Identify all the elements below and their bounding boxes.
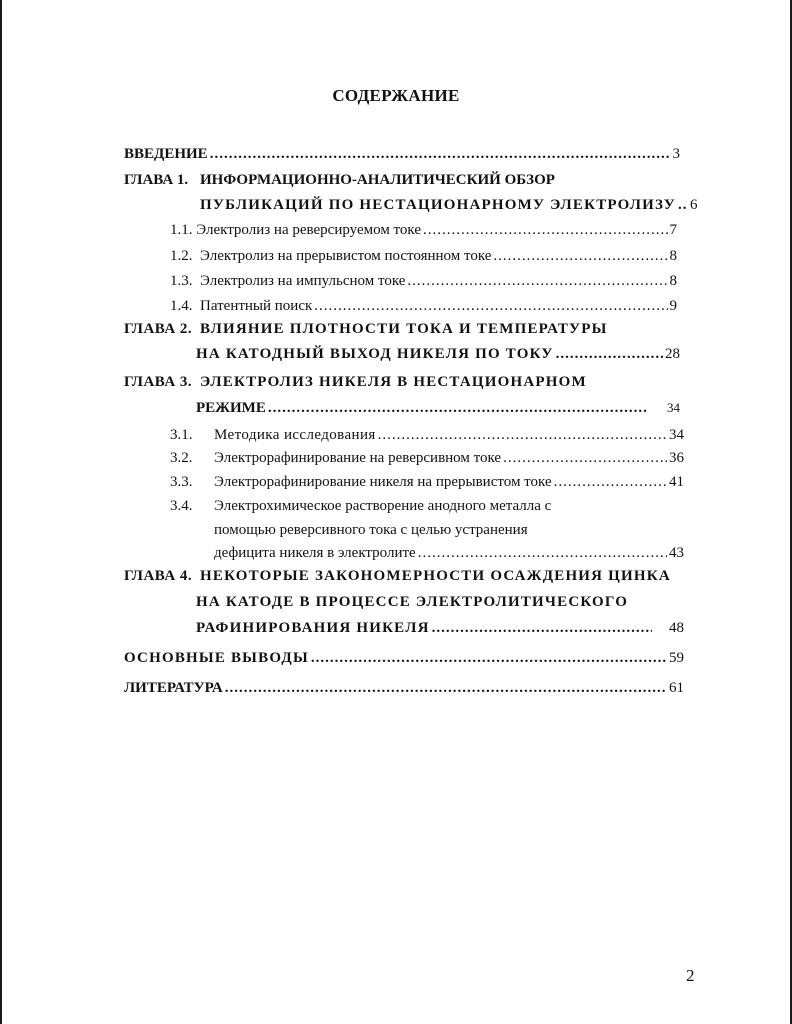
leader-dots [225, 678, 667, 698]
toc-page-number: 28 [665, 346, 680, 362]
toc-page-number: 7 [669, 222, 677, 238]
toc-entry-section-3-2[interactable] [170, 448, 684, 468]
chapter-title-line: НА КАТОДЕ В ПРОЦЕССЕ ЭЛЕКТРОЛИТИЧЕСКОГО [196, 594, 629, 610]
toc-page-number: 8 [669, 248, 677, 264]
leader-dots [423, 220, 668, 240]
leader-dots [554, 472, 667, 492]
toc-entry-section-3-4[interactable] [170, 496, 551, 516]
leader-dots [210, 144, 671, 164]
toc-entry-label: ОСНОВНЫЕ ВЫВОДЫ [124, 650, 309, 666]
toc-page-number: 43 [669, 545, 684, 561]
toc-entry-section-1-1[interactable] [170, 220, 677, 240]
toc-entry-label: ЛИТЕРАТУРА [124, 680, 223, 696]
toc-entry-section-3-1[interactable] [170, 425, 684, 445]
chapter-title-line: НЕКОТОРЫЕ ЗАКОНОМЕРНОСТИ ОСАЖДЕНИЯ ЦИНКА [200, 568, 671, 584]
page-edge-left [0, 0, 2, 1024]
chapter-label: ГЛАВА 4. [124, 568, 193, 584]
leader-dots [503, 448, 667, 468]
toc-page-number: 8 [669, 273, 677, 289]
leader-dots [314, 296, 667, 316]
chapter-label: ГЛАВА 1. [124, 172, 189, 188]
chapter-title-line: РЕЖИМЕ [196, 400, 266, 416]
toc-page-number: 61 [669, 680, 684, 696]
section-number: 1.1. [170, 222, 193, 238]
toc-page-number: 41 [669, 474, 684, 490]
leader-dots [556, 344, 663, 364]
toc-entry-literature[interactable] [124, 678, 684, 698]
chapter-4-heading-line-2 [196, 592, 628, 612]
toc-entry-chapter-2[interactable] [196, 344, 680, 364]
section-3-4-continuation [214, 520, 528, 540]
section-title: Методика исследования [214, 427, 376, 443]
section-title: Электрорафинирование на реверсивном токе [214, 450, 502, 466]
page-number: 2 [686, 966, 695, 985]
section-title: Электролиз на прерывистом постоянном токе [200, 248, 492, 264]
toc-page-number: 34 [669, 427, 684, 443]
toc-page-number: 34 [667, 400, 680, 415]
chapter-title-line: НА КАТОДНЫЙ ВЫХОД НИКЕЛЯ ПО ТОКУ [196, 346, 554, 362]
leader-dots [432, 618, 652, 638]
chapter-2-heading[interactable] [124, 319, 608, 339]
toc-page-number: 59 [669, 650, 684, 666]
section-number: 3.1. [170, 427, 193, 443]
toc-entry-section-1-2[interactable] [170, 246, 677, 266]
section-number: 3.4. [170, 498, 193, 514]
section-title-line: дефицита никеля в электролите [214, 545, 416, 561]
toc-entry-conclusions[interactable] [124, 648, 684, 668]
toc-page-number: 6 [690, 197, 698, 213]
section-title-line: помощью реверсивного тока с целью устранения [214, 522, 528, 538]
chapter-title-line: ЭЛЕКТРОЛИЗ НИКЕЛЯ В НЕСТАЦИОНАРНОМ [200, 374, 587, 390]
section-3-4-final-line[interactable] [214, 543, 684, 563]
toc-page-number: 36 [669, 450, 684, 466]
leader-dots [407, 271, 667, 291]
toc-entry-section-3-3[interactable] [170, 472, 684, 492]
section-number: 1.3. [170, 273, 193, 289]
leader-dots [268, 398, 648, 418]
section-number: 3.2. [170, 450, 193, 466]
leader-dots [311, 648, 667, 668]
toc-page-number: 48 [669, 620, 684, 636]
toc-entry-label: ВВЕДЕНИЕ [124, 146, 208, 162]
leader-dots [493, 246, 667, 266]
section-title: Электролиз на реверсируемом токе [196, 222, 421, 238]
section-title: Электролиз на импульсном токе [200, 273, 406, 289]
section-number: 1.2. [170, 248, 193, 264]
toc-page-number: 9 [669, 298, 677, 314]
toc-page-number: 3 [672, 146, 680, 162]
chapter-title-line: ИНФОРМАЦИОННО-АНАЛИТИЧЕСКИЙ ОБЗОР [200, 172, 555, 188]
toc-entry-intro[interactable] [124, 144, 680, 164]
leader-dots [418, 543, 667, 563]
chapter-title-line: РАФИНИРОВАНИЯ НИКЕЛЯ [196, 620, 430, 636]
chapter-4-heading[interactable] [124, 566, 671, 586]
chapter-title-line: ВЛИЯНИЕ ПЛОТНОСТИ ТОКА И ТЕМПЕРАТУРЫ [200, 321, 608, 337]
leader-dots [378, 425, 667, 445]
toc-entry-chapter-3[interactable] [196, 398, 680, 418]
toc-entry-section-1-3[interactable] [170, 271, 677, 291]
chapter-label: ГЛАВА 3. [124, 374, 193, 390]
section-number: 3.3. [170, 474, 193, 490]
section-title-line: Электрохимическое растворение анодного металла с [214, 498, 552, 514]
page-title: СОДЕРЖАНИЕ [332, 86, 460, 105]
section-title: Электрорафинирование никеля на прерывистом токе [214, 474, 552, 490]
chapter-title-line: ПУБЛИКАЦИЙ ПО НЕСТАЦИОНАРНОМУ ЭЛЕКТРОЛИЗУ [200, 197, 677, 213]
section-number: 1.4. [170, 298, 193, 314]
toc-entry-chapter-4[interactable] [196, 618, 684, 638]
section-title: Патентный поиск [200, 298, 313, 314]
chapter-3-heading[interactable] [124, 372, 587, 392]
chapter-1-heading[interactable] [124, 170, 555, 190]
chapter-label: ГЛАВА 2. [124, 321, 193, 337]
toc-entry-section-1-4[interactable] [170, 296, 677, 316]
leader-dots [678, 195, 688, 215]
toc-entry-chapter-1[interactable] [200, 195, 698, 215]
